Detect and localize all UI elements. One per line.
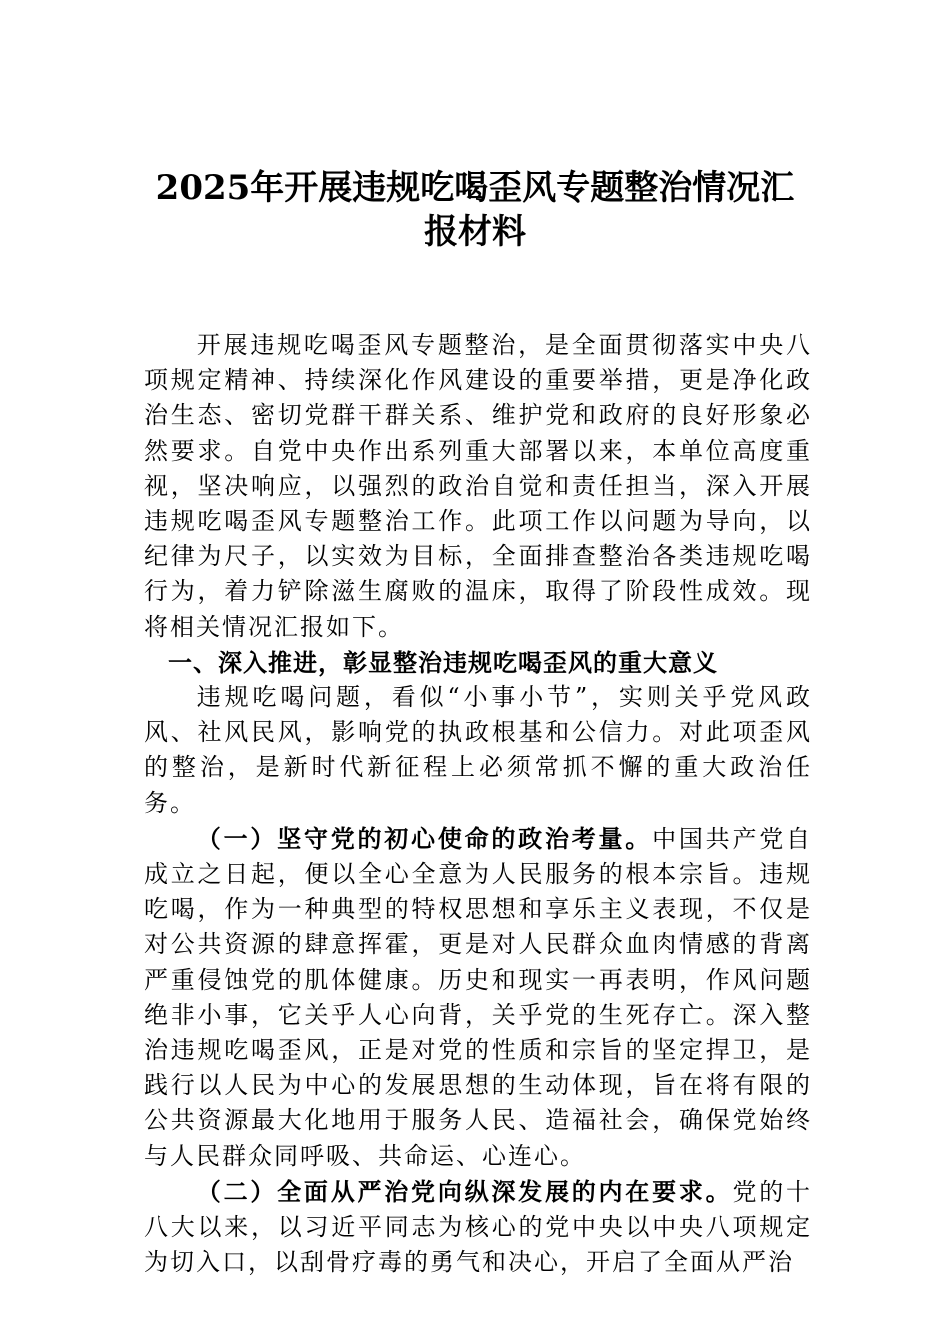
subsection-1-text: 中国共产党自成立之日起，便以全心全意为人民服务的根本宗旨。违规吃喝，作为一种典型的特权思想和享乐主义表现，不仅是对公共资源的肆意挥霍，更是对人民群众血肉情感的背离严重侵蚀党的肌体健康。历史和现实一再表明，作风问题绝非小事，它关乎人心向背，关乎党的生死存亡。深入整治违规吃喝歪风，正是对党的性质和宗旨的坚定捍卫，是践行以人民为中心的发展思想的生动体现，旨在将有限的公共资源最大化地用于服务人民、造福社会，确保党始终与人民群众同呼吸、共命运、心连心。 [144,824,813,1170]
section-1-heading: 一、深入推进，彰显整治违规吃喝歪风的重大意义 [168,647,718,677]
section-1-paragraph: 违规吃喝问题，看似“小事小节”，实则关乎党风政风、社风民风，影响党的执政根基和公信力。对此项歪风的整治，是新时代新征程上必须常抓不懈的重大政治任务。 [144,683,812,817]
document-title-line-1: 2025年开展违规吃喝歪风专题整治情况汇 [155,168,795,208]
subsection-2-text: 党的十八大以来，以习近平同志为核心的党中央以中央八项规定为切入口，以刮骨疗毒的勇气和决心，开启了全面从严治 [144,1177,813,1277]
subsection-2-lead: （二）全面从严治党向纵深发展的内在要求。 [196,1176,733,1206]
document-title-line-2: 报材料 [424,212,526,252]
subsection-2-paragraph [144,1174,812,1281]
intro-paragraph: 开展违规吃喝歪风专题整治，是全面贯彻落实中央八项规定精神、持续深化作风建设的重要举措，更是净化政治生态、密切党群干群关系、维护党和政府的良好形象必然要求。自党中央作出系列重大部署以来，本单位高度重视，坚决响应，以强烈的政治自觉和责任担当，深入开展违规吃喝歪风专题整治工作。此项工作以问题为导向，以纪律为尺子，以实效为目标，全面排查整治各类违规吃喝行为，着力铲除滋生腐败的温床，取得了阶段性成效。现将相关情况汇报如下。 [144,331,812,641]
subsection-1-paragraph [144,821,812,1174]
document-body [144,328,812,1280]
subsection-1-lead: （一）坚守党的初心使命的政治考量。 [196,823,653,853]
